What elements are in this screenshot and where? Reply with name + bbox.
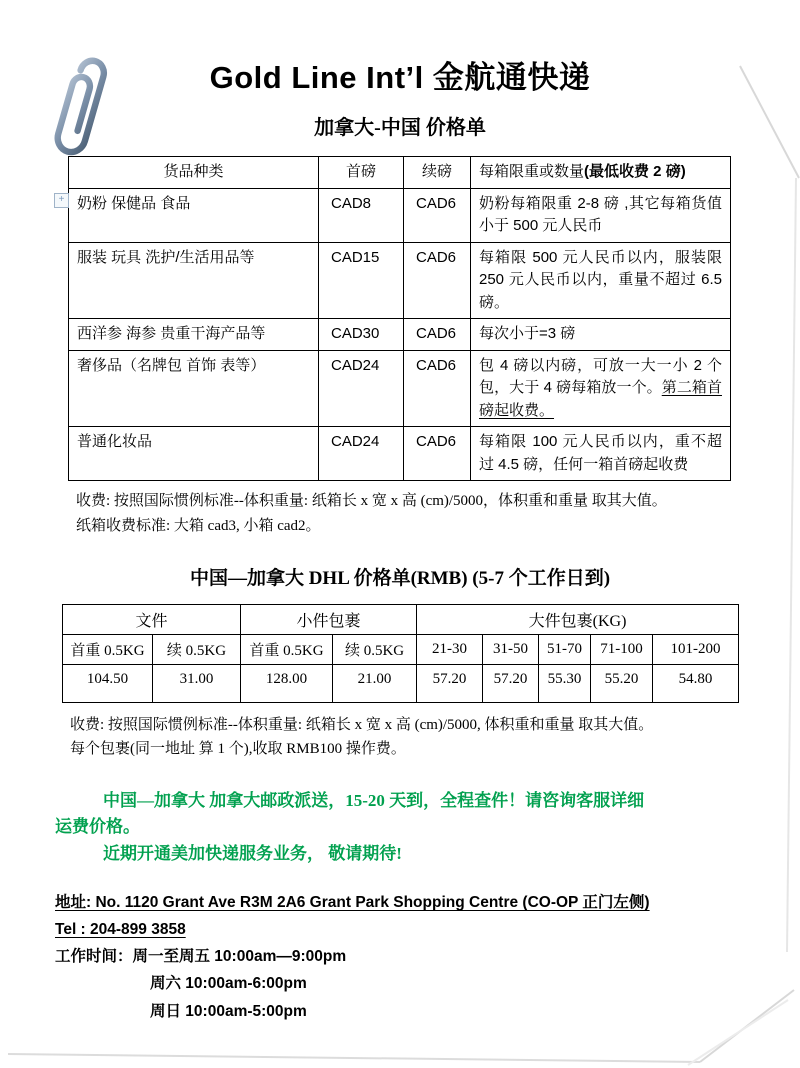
cell-category: 服装 玩具 洗护/生活用品等 [69,242,319,319]
cell-limit: 每箱限 100 元人民币以内，重不超过 4.5 磅，任何一箱首磅起收费 [471,427,731,481]
header-category: 货品种类 [69,157,319,189]
note-line: 收费: 按照国际惯例标准--体积重量: 纸箱长 x 宽 x 高 (cm)/5000，体积重和重量 取其大值。 [76,493,667,509]
subheader: 续 0.5KG [153,634,241,664]
price-cell: 55.20 [591,664,653,702]
note-line: 纸箱收费标准: 大箱 cad3, 小箱 cad2。 [76,517,321,534]
china-canada-dhl-table [62,604,739,703]
price-cell: 128.00 [241,664,333,702]
address-line: 地址: No. 1120 Grant Ave R3M 2A6 Grant Park Shopping Centre (CO-OP 正门左侧) [55,894,650,912]
note-line: 收费: 按照国际惯例标准--体积重量: 纸箱长 x 宽 x 高 (cm)/5000, 体积重和重量 取其大值。 [70,716,654,733]
table-row [69,242,731,319]
header-limit-min-charge: (最低收费 2 磅) [584,163,686,180]
cell-first-pound: CAD24 [319,350,404,427]
subheader: 101-200 [653,634,739,664]
hours-sunday: 周日 10:00am-5:00pm [150,1002,307,1020]
price-cell: 31.00 [153,664,241,702]
header-next-pound: 续磅 [404,157,471,189]
hours-saturday: 周六 10:00am-6:00pm [150,975,307,993]
group-documents: 文件 [63,604,241,634]
cell-first-pound: CAD24 [319,427,404,481]
subheader-row [63,634,739,664]
section2-title: 中国—加拿大 DHL 价格单(RMB) (5-7 个工作日到) [189,567,611,589]
table-move-handle-icon: + [54,193,69,208]
group-header-row [63,604,739,634]
values-row [63,664,739,702]
cell-category: 西洋参 海参 贵重干海产品等 [69,319,319,351]
hours-weekday: 工作时间：周一至周五 10:00am—9:00pm [55,948,347,966]
promo-line: 近期开通美加快递服务业务， 敬请期待! [103,843,402,863]
subheader: 首重 0.5KG [63,634,153,664]
price-cell: 54.80 [653,664,739,702]
cell-category: 奢侈品（名牌包 首饰 表等） [69,350,319,427]
table2-notes [70,713,800,763]
cell-limit: 每箱限 500 元人民币以内，服装限 250 元人民币以内，重量不超过 6.5 磅。 [471,242,731,319]
price-cell: 57.20 [417,664,483,702]
cell-limit [471,350,731,427]
table-header-row [69,157,731,189]
page-title: Gold Line Int’l 金航通快递 [209,60,591,95]
subheader: 续 0.5KG [333,634,417,664]
cell-next-pound: CAD6 [404,188,471,242]
note-line: 每个包裹(同一地址 算 1 个),收取 RMB100 操作费。 [70,741,406,758]
header-limit [471,157,731,189]
table-row [69,350,731,427]
cell-first-pound: CAD8 [319,188,404,242]
group-small-parcel: 小件包裹 [241,604,417,634]
limit-underlined-text: 第二箱首磅起收费。 [479,379,722,419]
cell-limit: 每次小于=3 磅 [471,319,731,351]
cell-next-pound: CAD6 [404,427,471,481]
subheader: 首重 0.5KG [241,634,333,664]
subtitle-canada-china: 加拿大-中国 价格单 [314,117,486,139]
limit-text: 包 4 磅以内磅，可放一大一小 2 个包，大于 4 磅每箱放一个。 [479,356,722,396]
cell-next-pound: CAD6 [404,319,471,351]
header-limit-text: 每箱限重或数量 [479,163,585,180]
canada-china-price-table [68,156,731,481]
contact-block [55,889,800,1025]
promo-line: 运费价格。 [55,817,140,837]
subheader: 21-30 [417,634,483,664]
price-cell: 104.50 [63,664,153,702]
subheader: 31-50 [483,634,539,664]
cell-next-pound: CAD6 [404,242,471,319]
promo-line: 中国—加拿大 加拿大邮政派送，15-20 天到，全程查件！请咨询客服详细 [103,791,645,810]
price-cell: 57.20 [483,664,539,702]
cell-category: 奶粉 保健品 食品 [69,188,319,242]
subheader: 71-100 [591,634,653,664]
table-row [69,427,731,481]
phone-line: Tel : 204-899 3858 [55,921,186,939]
cell-limit: 奶粉每箱限重 2-8 磅 ,其它每箱货值小于 500 元人民币 [471,188,731,242]
header-first-pound: 首磅 [319,157,404,189]
subheader: 51-70 [539,634,591,664]
price-list-document [0,52,800,1068]
table-row [69,188,731,242]
cell-next-pound: CAD6 [404,350,471,427]
table1-notes [76,489,800,539]
cell-first-pound: CAD30 [319,319,404,351]
table-row [69,319,731,351]
promo-text [55,788,745,867]
price-cell: 55.30 [539,664,591,702]
cell-category: 普通化妆品 [69,427,319,481]
price-cell: 21.00 [333,664,417,702]
group-large-parcel: 大件包裹(KG) [417,604,739,634]
cell-first-pound: CAD15 [319,242,404,319]
